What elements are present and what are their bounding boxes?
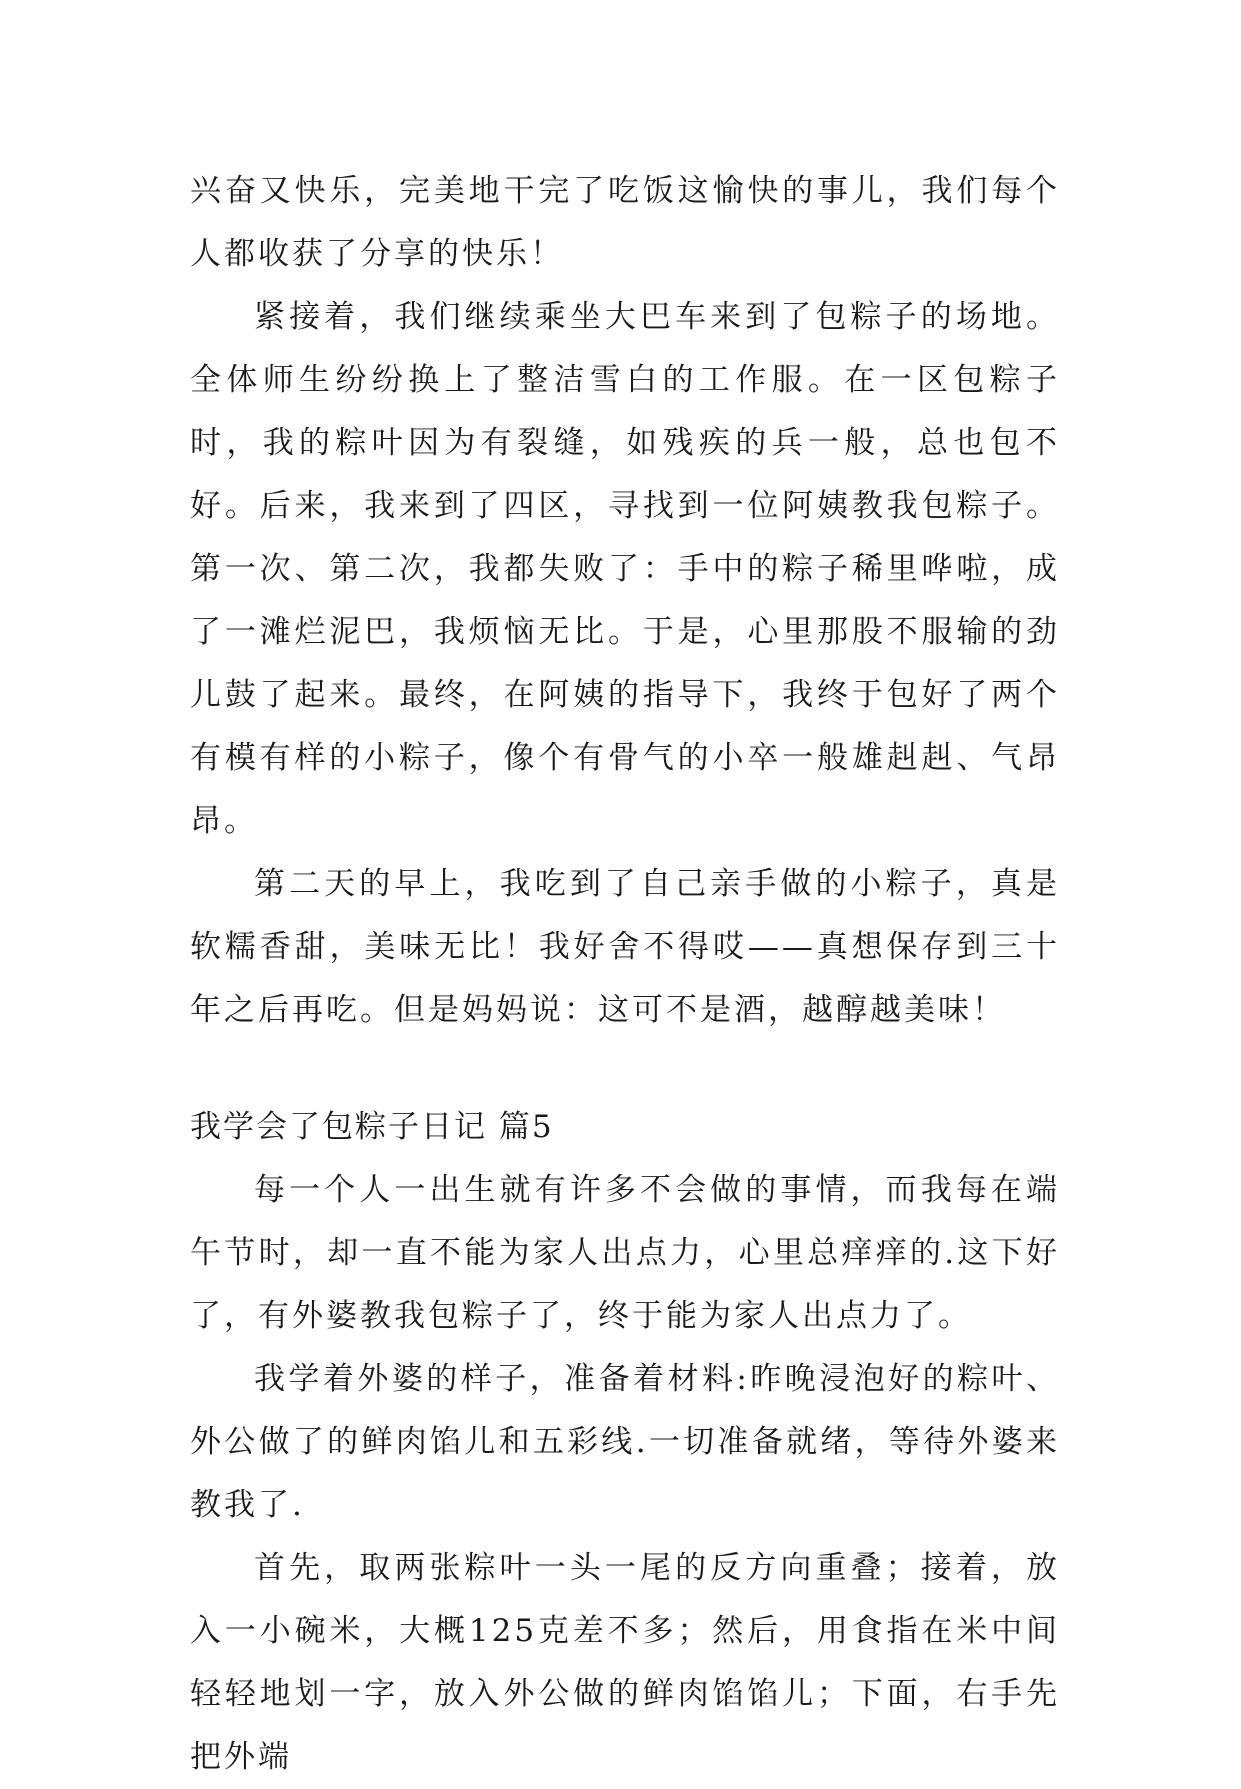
paragraph-3: 第二天的早上，我吃到了自己亲手做的小粽子，真是软糯香甜，美味无比！我好舍不得哎——真想保存到三十年之后再吃。但是妈妈说：这可不是酒，越醇越美味！ xyxy=(190,866,1060,1028)
paragraph-4: 每一个人一出生就有许多不会做的事情，而我每在端午节时，却一直不能为家人出点力，心里总痒痒的.这下好了，有外婆教我包粽子了，终于能为家人出点力了。 xyxy=(190,1172,1060,1334)
section-title: 我学会了包粽子日记 篇5 xyxy=(190,1109,554,1145)
paragraph-6: 首先，取两张粽叶一头一尾的反方向重叠；接着，放入一小碗米，大概125克差不多；然后，用食指在米中间轻轻地划一字，放入外公做的鲜肉馅馅儿；下面，右手先把外端 xyxy=(190,1550,1060,1775)
paragraph-1: 兴奋又快乐，完美地干完了吃饭这愉快的事儿，我们每个人都收获了分享的快乐！ xyxy=(190,173,1060,272)
document-body xyxy=(190,160,1060,1789)
paragraph-5: 我学着外婆的样子，准备着材料:昨晚浸泡好的粽叶、外公做了的鲜肉馅儿和五彩线.一切准备就绪，等待外婆来教我了. xyxy=(190,1361,1060,1523)
paragraph-2: 紧接着，我们继续乘坐大巴车来到了包粽子的场地。全体师生纷纷换上了整洁雪白的工作服。在一区包粽子时，我的粽叶因为有裂缝，如残疾的兵一般，总也包不好。后来，我来到了四区，寻找到一位阿姨教我包粽子。第一次、第二次，我都失败了：手中的粽子稀里哗啦，成了一滩烂泥巴，我烦恼无比。于是，心里那股不服输的劲儿鼓了起来。最终，在阿姨的指导下，我终于包好了两个有模有样的小粽子，像个有骨气的小卒一般雄赳赳、气昂昂。 xyxy=(190,299,1060,839)
